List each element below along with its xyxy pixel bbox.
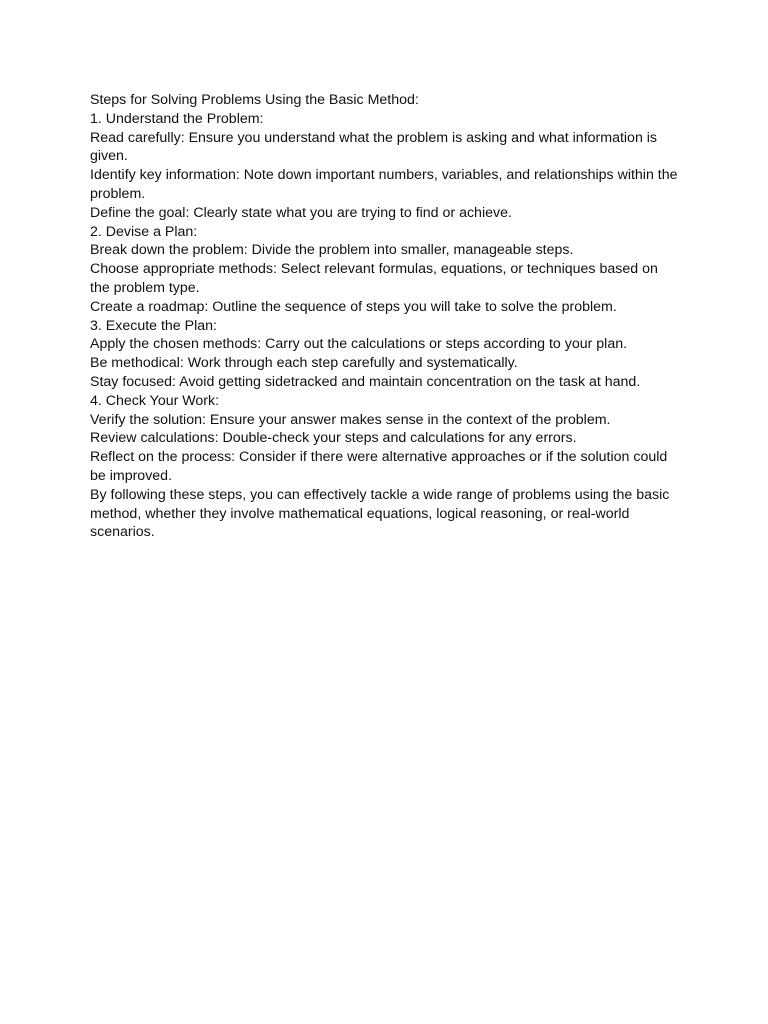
closing-paragraph: By following these steps, you can effectively tackle a wide range of problems using the basic method, whether they involve mathematical equations, logical reasoning, or real-world scenarios. <box>90 486 670 541</box>
paragraph-line: Create a roadmap: Outline the sequence of steps you will take to solve the problem. <box>90 298 617 315</box>
step-heading-execute: 3. Execute the Plan: <box>90 317 217 334</box>
step-heading-check: 4. Check Your Work: <box>90 392 220 409</box>
paragraph-line: Reflect on the process: Consider if there were alternative approaches or if the solution could be improved. <box>90 449 668 484</box>
document-title: Steps for Solving Problems Using the Basic Method: <box>90 92 419 108</box>
paragraph-line: Define the goal: Clearly state what you are trying to find or achieve. <box>90 204 512 221</box>
step-heading-understand: 1. Understand the Problem: <box>90 110 264 127</box>
paragraph-line: Apply the chosen methods: Carry out the calculations or steps according to your plan. <box>90 336 628 353</box>
paragraph-line: Be methodical: Work through each step carefully and systematically. <box>90 355 518 372</box>
paragraph-line: Identify key information: Note down important numbers, variables, and relationships within the problem. <box>90 167 678 202</box>
paragraph-line: Stay focused: Avoid getting sidetracked and maintain concentration on the task at hand. <box>90 373 641 390</box>
paragraph-line: Verify the solution: Ensure your answer makes sense in the context of the problem. <box>90 411 611 428</box>
paragraph-line: Review calculations: Double-check your steps and calculations for any errors. <box>90 430 577 447</box>
document-body <box>90 91 678 542</box>
step-heading-devise: 2. Devise a Plan: <box>90 223 198 240</box>
paragraph-line: Choose appropriate methods: Select relevant formulas, equations, or techniques based on the problem type. <box>90 261 658 296</box>
paragraph-line: Read carefully: Ensure you understand what the problem is asking and what information is given. <box>90 129 658 165</box>
paragraph-line: Break down the problem: Divide the problem into smaller, manageable steps. <box>90 242 574 259</box>
